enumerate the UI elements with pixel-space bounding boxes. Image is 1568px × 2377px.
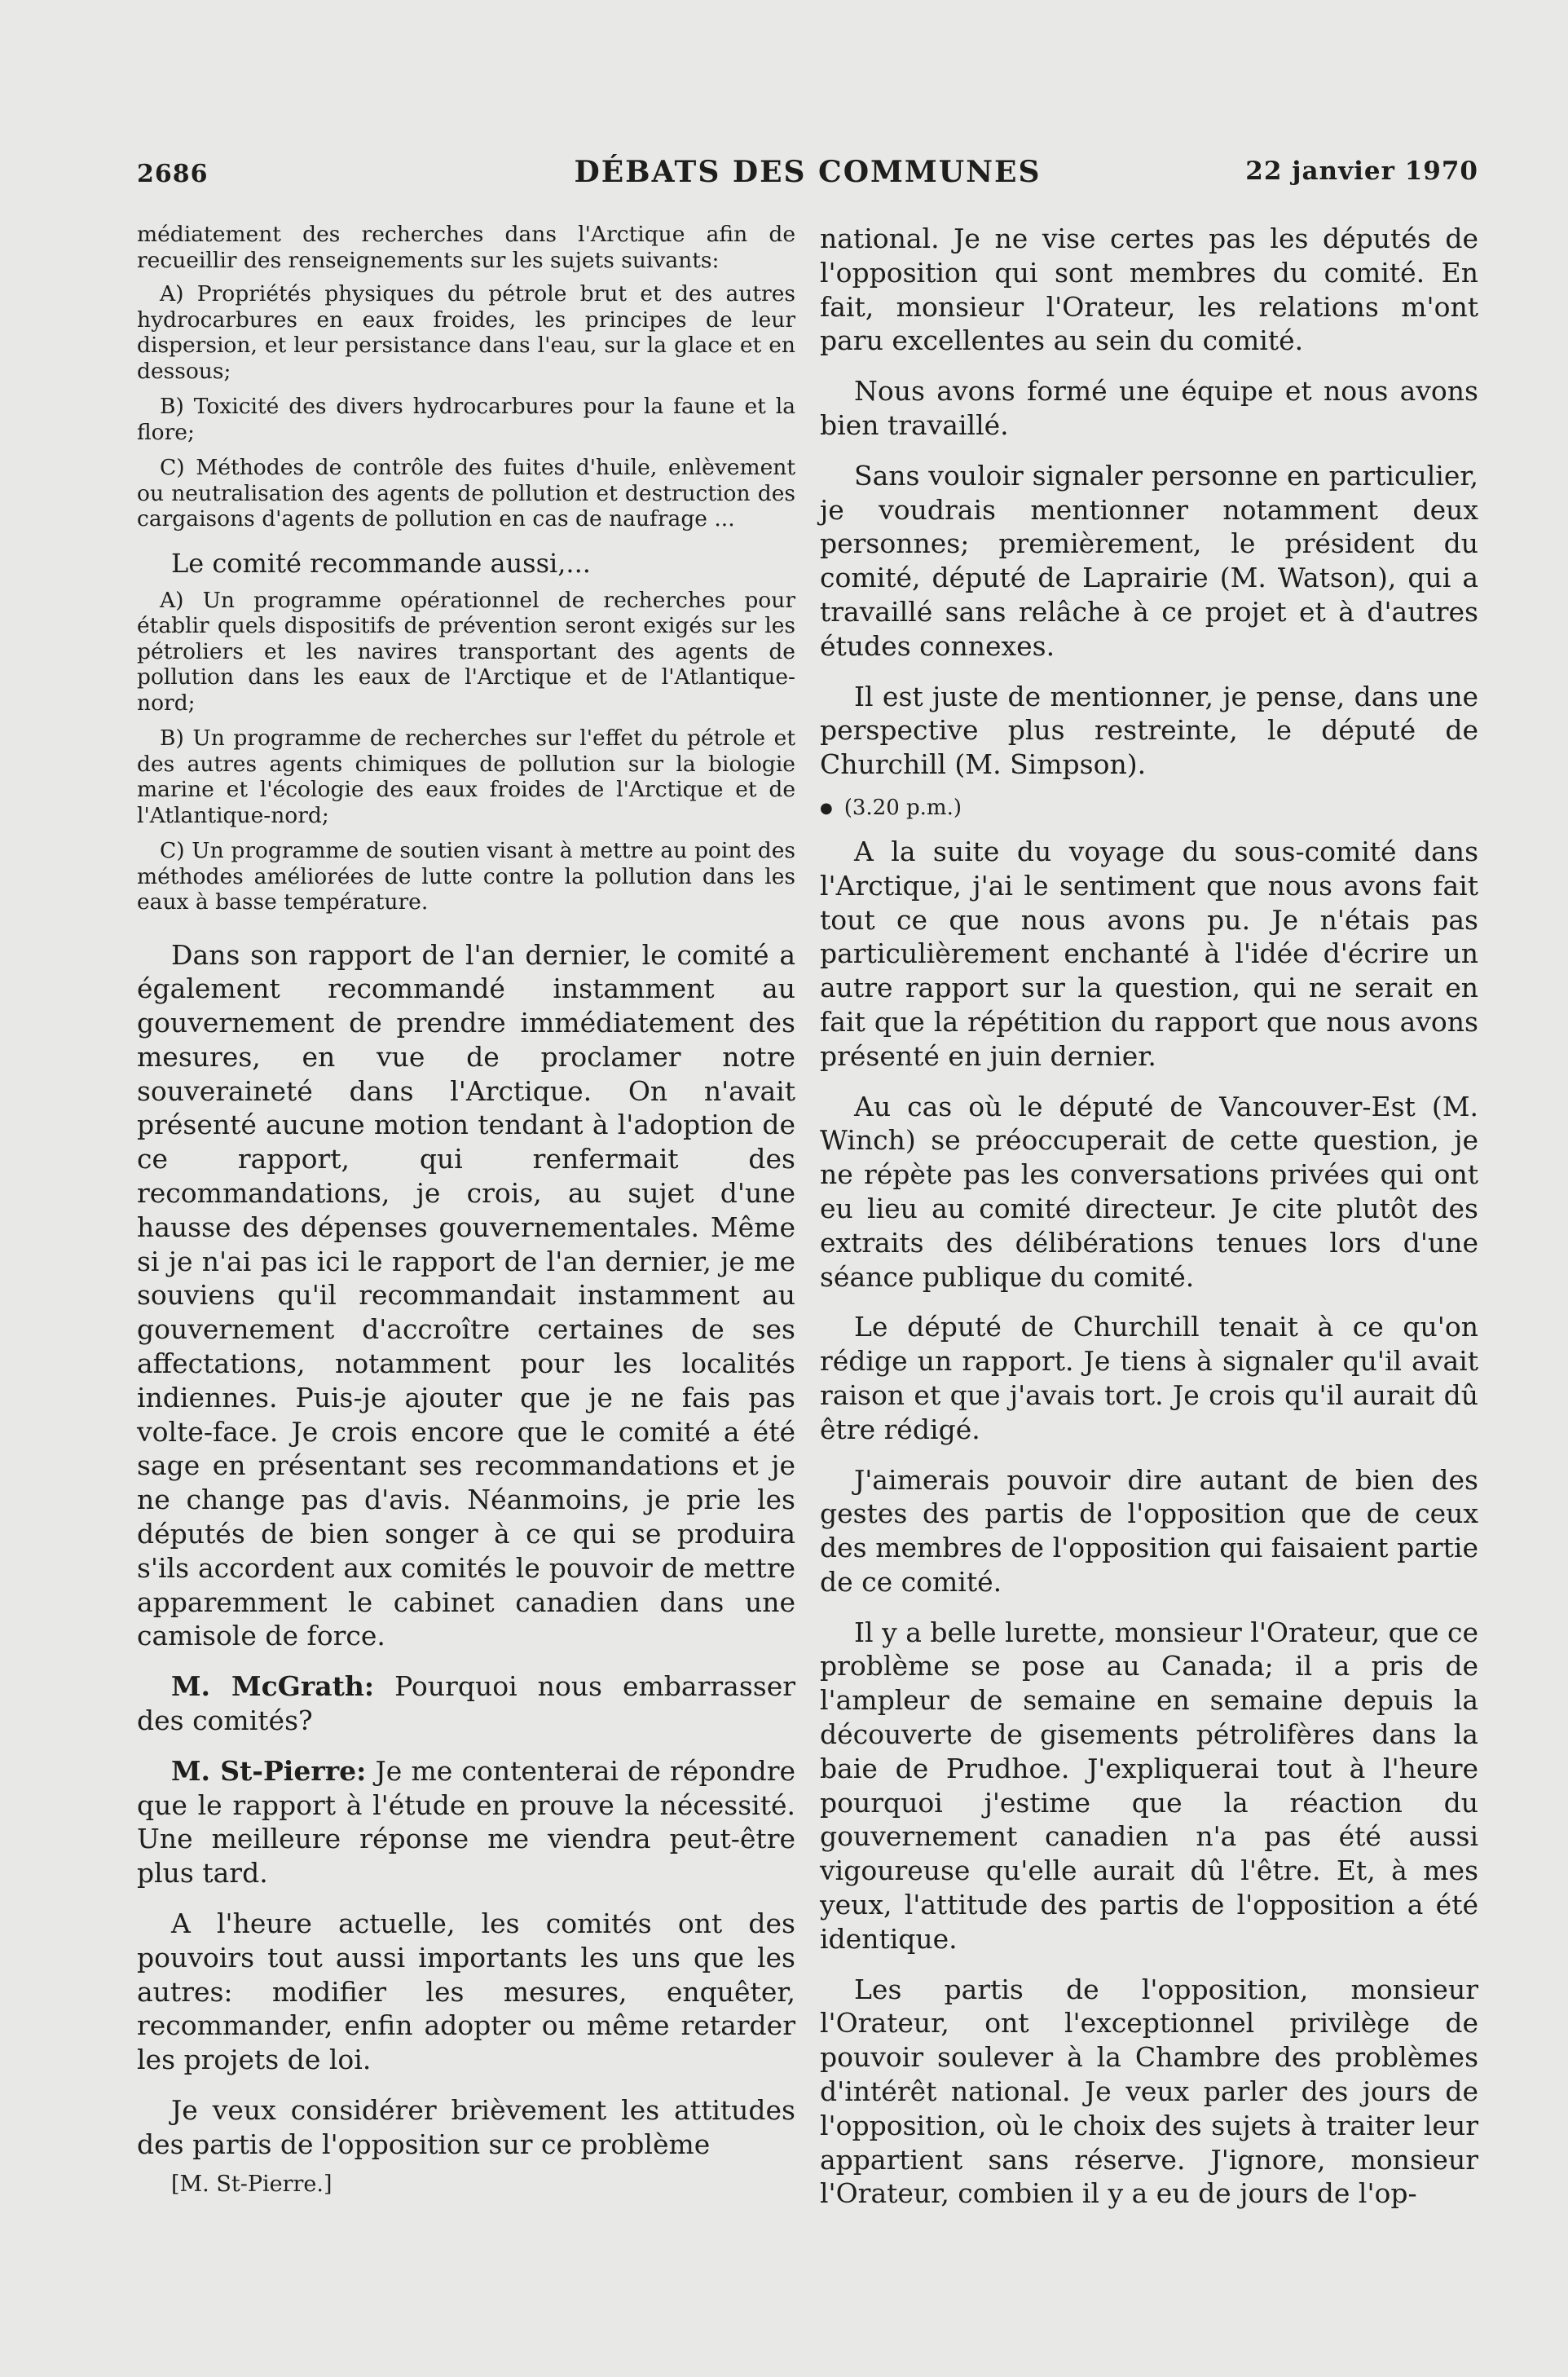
page-header xyxy=(137,155,1478,196)
paragraph: Le député de Churchill tenait à ce qu'on rédige un rapport. Je tiens à signaler qu'il avait raison et que j'avais tort. Je crois qu'il aurait dû être rédigé. xyxy=(820,1311,1478,1445)
speaker-footer: [M. St-Pierre.] xyxy=(171,2171,333,2197)
paragraph: Il est juste de mentionner, je pense, dans une perspective plus restreinte, le député de Churchill (M. Simpson). xyxy=(820,680,1478,781)
list-item: B) Toxicité des divers hydrocarbures pour la faune et la flore; xyxy=(137,394,795,445)
speaker-name: M. St-Pierre: xyxy=(171,1754,367,1787)
speech-paragraph xyxy=(137,1754,795,1890)
paragraph: A la suite du voyage du sous-comité dans l'Arctique, j'ai le sentiment que nous avons fait tout ce que nous avons pu. Je n'étais pas particulièrement enchanté à l'idée d'écrire un autre rapport sur la question, qui ne serait en fait que la répétition du rapport que nous avons présenté en juin dernier. xyxy=(820,835,1478,1072)
speaker-name: M. McGrath: xyxy=(171,1670,375,1703)
paragraph: Dans son rapport de l'an dernier, le comité a également recommandé instamment au gouvernement de prendre immédiatement des mesures, en vue de proclamer notre souveraineté dans l'Arctique. On n'avait présenté aucune motion tendant à l'adoption de ce rapport, qui renfermait des recommandations, je crois, au sujet d'une hausse des dépenses gouvernementales. Même si je n'ai pas ici le rapport de l'an dernier, je me souviens qu'il recommandait instamment au gouvernement d'accroître certaines de ses affectations, notamment pour les localités indiennes. Puis-je ajouter que je ne fais pas volte-face. Je crois encore que le comité a été sage en présentant ses recommandations et je ne change pas d'avis. Néanmoins, je prie les députés de bien songer à ce qui se produira s'ils accordent aux comités le pouvoir de mettre apparemment le cabinet canadien dans une camisole de force. xyxy=(137,938,795,1652)
list-item: A) Un programme opérationnel de recherches pour établir quels dispositifs de prévention seront exigés sur les pétroliers et les navires transportant des agents de pollution dans les eaux de l'Arctique et de l'Atlantique-nord; xyxy=(137,587,795,716)
paragraph: Les partis de l'opposition, monsieur l'Orateur, ont l'exceptionnel privilège de pouvoir soulever à la Chambre des problèmes d'intérêt national. Je veux parler des jours de l'opposition, où le choix des sujets à traiter leur appartient sans réserve. J'ignore, monsieur l'Orateur, combien il y a eu de jours de l'op- xyxy=(820,1973,1478,2210)
right-column xyxy=(820,222,1478,2211)
list-item: B) Un programme de recherches sur l'effet du pétrole et des autres agents chimiques de pollution sur la biologie marine et l'écologie des eaux froides de l'Arctique et de l'Atlantique-nord; xyxy=(137,725,795,828)
list-item: C) Un programme de soutien visant à mettre au point des méthodes améliorées de lutte contre la pollution dans les eaux à basse température. xyxy=(137,838,795,915)
left-column xyxy=(137,222,795,2197)
paragraph: Au cas où le député de Vancouver-Est (M. Winch) se préoccuperait de cette question, je ne répète pas les conversations privées qui ont eu lieu au comité directeur. Je cite plutôt des extraits des délibérations tenues lors d'une séance publique du comité. xyxy=(820,1090,1478,1293)
paragraph: A l'heure actuelle, les comités ont des pouvoirs tout aussi importants les uns que les autres: modifier les mesures, enquêter, recommander, enfin adopter ou même retarder les projets de loi. xyxy=(137,1907,795,2076)
list-item: A) Propriétés physiques du pétrole brut et des autres hydrocarbures en eaux froides, les principes de leur dispersion, et leur persistance dans l'eau, sur la glace et en dessous; xyxy=(137,281,795,384)
paragraph: Sans vouloir signaler personne en particulier, je voudrais mentionner notamment deux personnes; premièrement, le président du comité, député de Laprairie (M. Watson), qui a travaillé sans relâche à ce projet et à d'autres études connexes. xyxy=(820,459,1478,662)
page-title: DÉBATS DES COMMUNES xyxy=(574,155,1042,189)
speech-text: Pourquoi nous embarrasser des comités? xyxy=(137,1670,795,1737)
recommends-line: Le comité recommande aussi,... xyxy=(171,547,591,579)
page-date: 22 janvier 1970 xyxy=(1245,157,1478,186)
page-number: 2686 xyxy=(137,160,209,188)
paragraph: Nous avons formé une équipe et nous avons bien travaillé. xyxy=(820,375,1478,441)
intro-text: médiatement des recherches dans l'Arctique afin de recueillir des renseignements sur les sujets suivants: xyxy=(137,222,795,273)
paragraph: Il y a belle lurette, monsieur l'Orateur, que ce problème se pose au Canada; il a pris de l'ampleur de semaine en semaine depuis la découverte de gisements pétrolifères dans la baie de Prudhoe. J'expliquerai tout à l'heure pourquoi j'estime que la réaction du gouvernement canadien n'a pas été aussi vigoureuse qu'elle aurait dû l'être. Et, à mes yeux, l'attitude des partis de l'opposition a été identique. xyxy=(820,1616,1478,1955)
bullet-icon: ● xyxy=(820,799,833,817)
speech-paragraph xyxy=(137,1669,795,1738)
speech-text: Je me contenterai de répondre que le rapport à l'étude en prouve la nécessité. Une meilleure réponse me viendra peut-être plus tard. xyxy=(137,1754,795,1890)
time-text: (3.20 p.m.) xyxy=(843,795,962,820)
list-item: C) Méthodes de contrôle des fuites d'huile, enlèvement ou neutralisation des agents de pollution et destruction des cargaisons d'agents de pollution en cas de naufrage ... xyxy=(137,455,795,531)
paragraph: J'aimerais pouvoir dire autant de bien des gestes des partis de l'opposition que de ceux des membres de l'opposition qui faisaient partie de ce comité. xyxy=(820,1463,1478,1598)
paragraph: Je veux considérer brièvement les attitudes des partis de l'opposition sur ce problème xyxy=(137,2094,795,2160)
time-marker xyxy=(820,792,1478,825)
paragraph: national. Je ne vise certes pas les députés de l'opposition qui sont membres du comité. En fait, monsieur l'Orateur, les relations m'ont paru excellentes au sein du comité. xyxy=(820,223,1478,357)
